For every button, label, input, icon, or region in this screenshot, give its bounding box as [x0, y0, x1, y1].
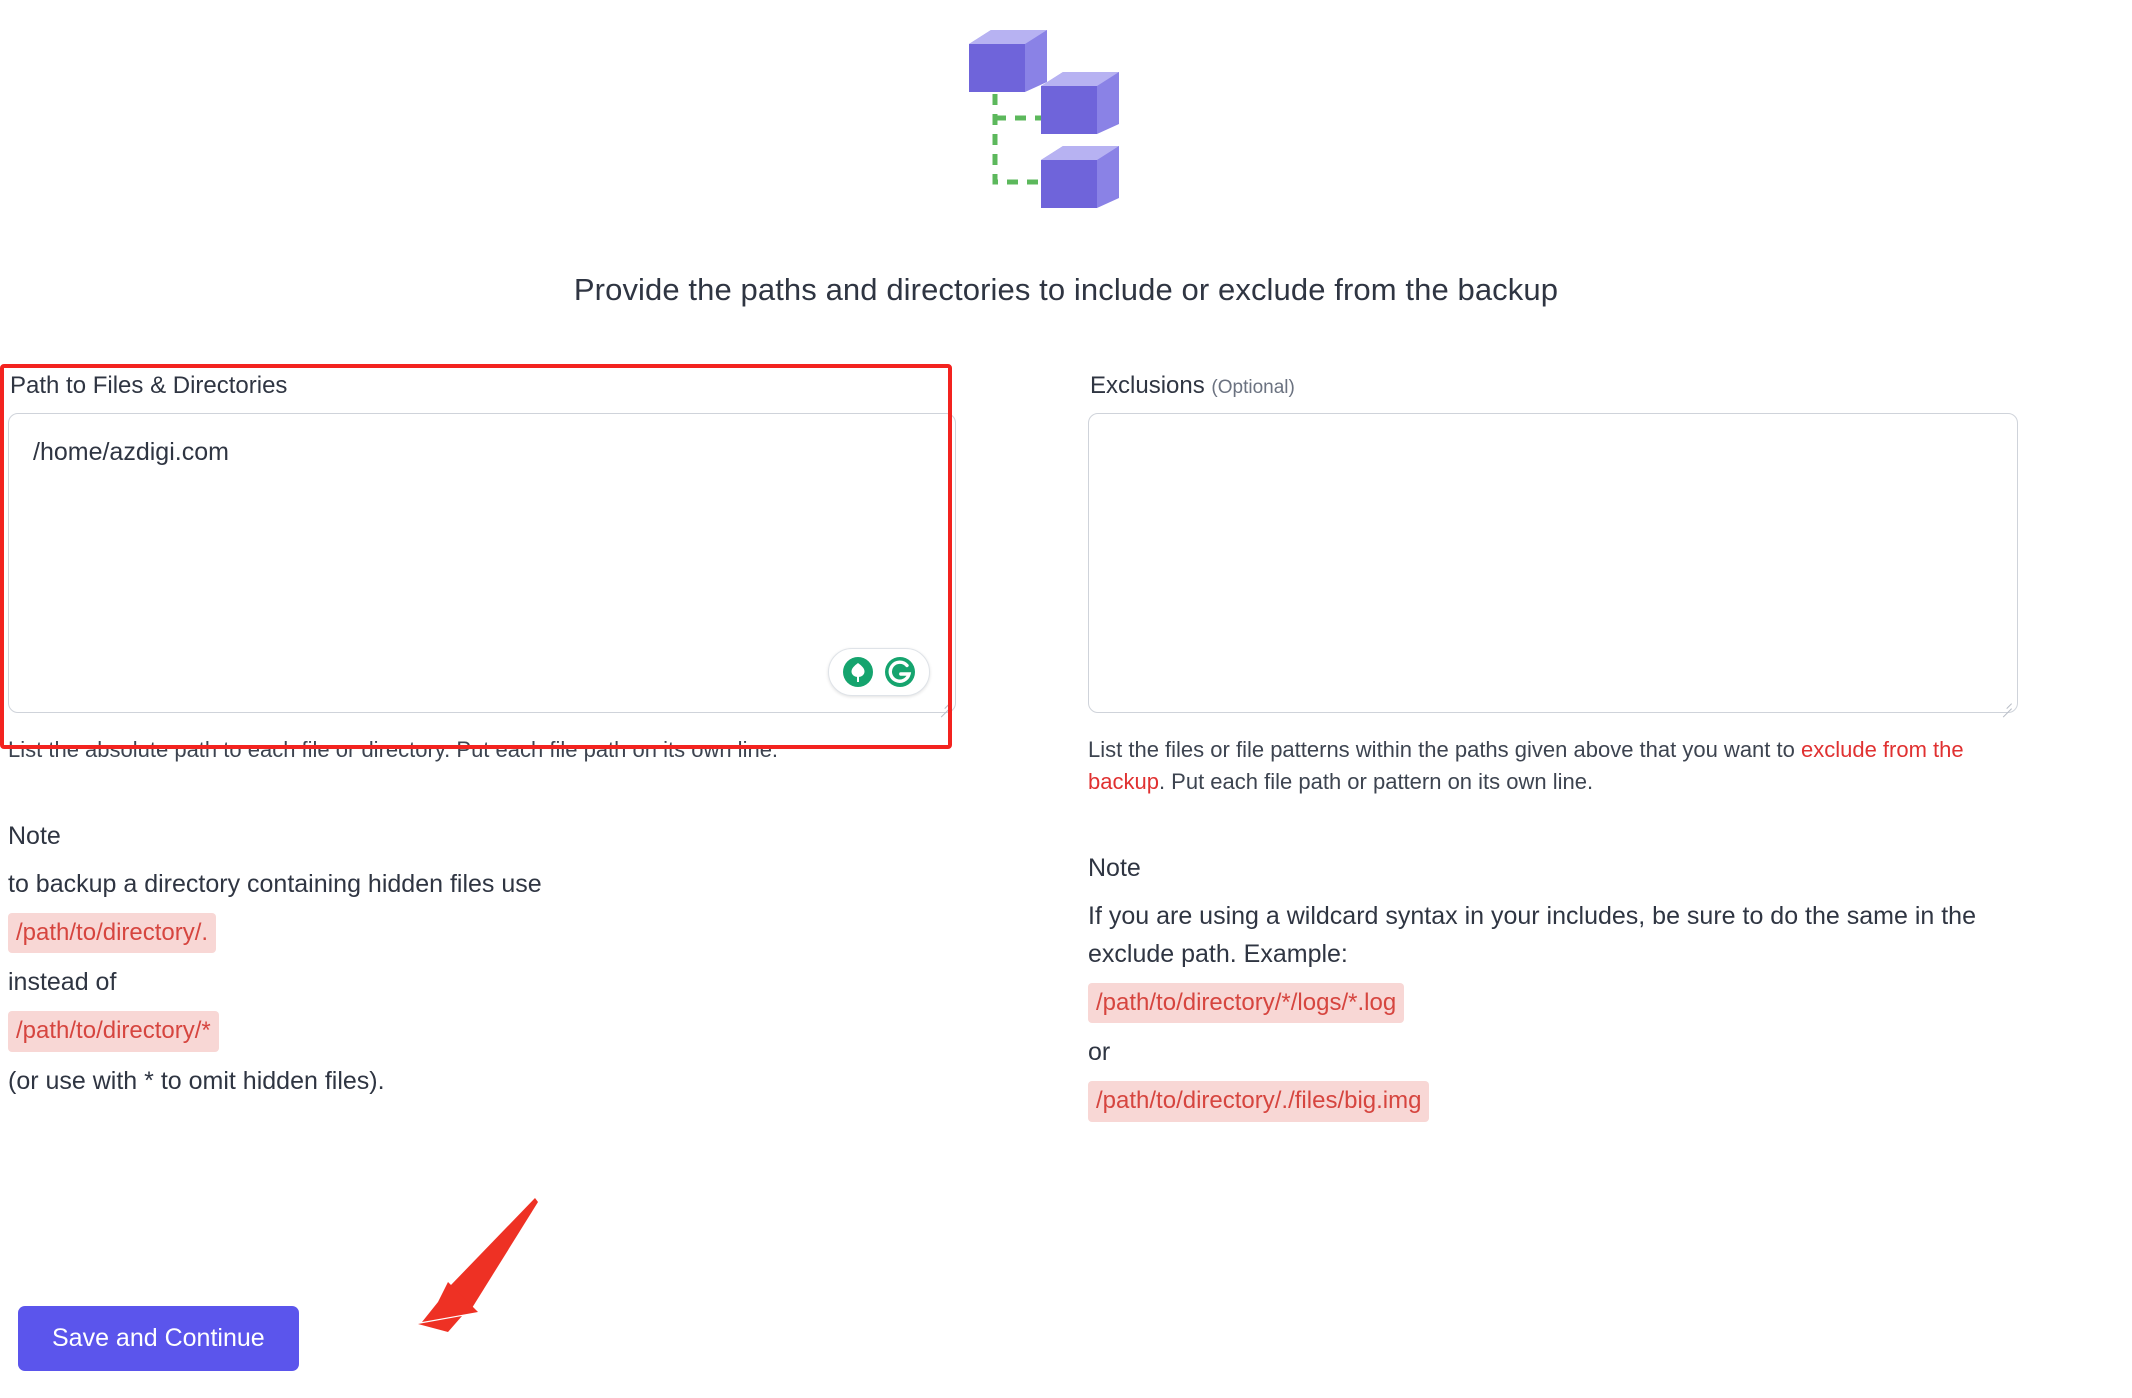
include-code-2: /path/to/directory/* — [8, 1011, 219, 1051]
include-paths-textarea-wrapper — [8, 413, 956, 718]
arrow-annotation — [330, 1190, 550, 1340]
include-code-1: /path/to/directory/. — [8, 913, 216, 953]
include-note — [8, 822, 956, 1100]
include-note-line-2: instead of — [8, 968, 117, 997]
exclusions-label — [1090, 372, 2018, 401]
page-title: Provide the paths and directories to include or exclude from the backup — [573, 272, 1559, 307]
exclusions-input[interactable] — [1088, 413, 2018, 713]
exclusions-section — [1088, 372, 2018, 1132]
include-note-title: Note — [8, 821, 61, 850]
exclusions-help — [1088, 734, 2018, 798]
exclusions-help-pre: List the files or file patterns within the paths given above that you want to — [1088, 736, 1801, 762]
include-note-line-3: (or use with * to omit hidden files). — [8, 1066, 385, 1095]
exclusions-help-post: . Put each file path or pattern on its own line. — [1158, 768, 1594, 794]
exclusions-label-text: Exclusions — [1090, 372, 1205, 399]
exclusions-note-line-2: or — [1088, 1038, 1111, 1067]
include-paths-help: List the absolute path to each file or directory. Put each file path on its own line. — [8, 736, 779, 762]
exclusions-help-danger: exclude from the backup — [1088, 736, 1964, 794]
exclusions-optional-tag: (Optional) — [1211, 377, 1295, 398]
grammarly-g-icon[interactable] — [883, 655, 917, 689]
exclusions-note — [1088, 854, 2018, 1122]
include-note-line-1: to backup a directory containing hidden files use — [8, 869, 542, 898]
exclusions-textarea-wrapper — [1088, 413, 2018, 718]
include-paths-input[interactable] — [8, 413, 956, 713]
exclusions-code-2: /path/to/directory/./files/big.img — [1088, 1081, 1429, 1121]
grammarly-badge[interactable] — [828, 648, 930, 696]
include-paths-label: Path to Files & Directories — [10, 372, 288, 399]
grammarly-quill-icon[interactable] — [841, 655, 875, 689]
save-and-continue-button[interactable]: Save and Continue — [18, 1306, 299, 1371]
folder-tree-icon — [961, 22, 1171, 242]
exclusions-code-1: /path/to/directory/*/logs/*.log — [1088, 983, 1404, 1023]
exclusions-note-line-1: If you are using a wildcard syntax in your includes, be sure to do the same in the exclude path. Example: — [1088, 901, 1976, 968]
exclusions-note-title: Note — [1088, 853, 1141, 882]
include-paths-section — [8, 372, 956, 1110]
